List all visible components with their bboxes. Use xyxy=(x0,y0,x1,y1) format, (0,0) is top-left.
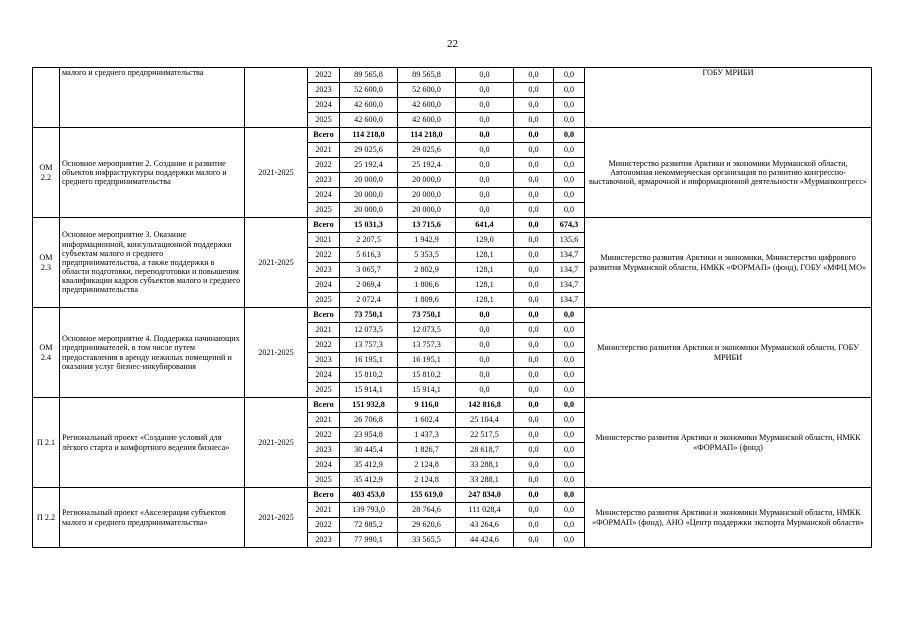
amount-federal-cell: 0,0 xyxy=(456,113,514,128)
amount-federal-cell: 0,0 xyxy=(456,128,514,143)
amount-local-cell: 0,0 xyxy=(514,368,554,383)
year-cell: Всего xyxy=(308,218,340,233)
page-number: 22 xyxy=(447,38,458,50)
activity-code xyxy=(33,68,60,128)
amount-regional-cell: 12 073,5 xyxy=(398,323,456,338)
amount-total-cell: 35 412,9 xyxy=(340,473,398,488)
amount-federal-cell: 33 288,1 xyxy=(456,458,514,473)
amount-regional-cell: 28 764,6 xyxy=(398,503,456,518)
year-cell: 2021 xyxy=(308,233,340,248)
year-cell: 2021 xyxy=(308,413,340,428)
amount-local-cell: 0,0 xyxy=(514,293,554,308)
amount-federal-cell: 0,0 xyxy=(456,353,514,368)
amount-federal-cell: 0,0 xyxy=(456,173,514,188)
amount-regional-cell: 73 750,1 xyxy=(398,308,456,323)
table-row xyxy=(33,68,872,83)
activity-name: Основное мероприятие 2. Создание и развитие объектов инфраструктуры поддержки малого и среднего предпринимательства xyxy=(60,128,245,218)
amount-regional-cell: 5 353,5 xyxy=(398,248,456,263)
activity-name: Основное мероприятие 4. Поддержка начинающих предпринимателей, в том числе путем предоставления в аренду нежилых помещений и оказания услуг бизнес-инкубирования xyxy=(60,308,245,398)
amount-federal-cell: 0,0 xyxy=(456,143,514,158)
amount-total-cell: 89 565,8 xyxy=(340,68,398,83)
amount-federal-cell: 44 424,6 xyxy=(456,533,514,548)
amount-total-cell: 20 000,0 xyxy=(340,188,398,203)
amount-other-cell: 0,0 xyxy=(554,68,585,83)
year-cell: 2025 xyxy=(308,203,340,218)
year-cell: 2025 xyxy=(308,383,340,398)
year-cell: 2023 xyxy=(308,353,340,368)
amount-local-cell: 0,0 xyxy=(514,203,554,218)
amount-federal-cell: 0,0 xyxy=(456,323,514,338)
amount-regional-cell: 1 809,6 xyxy=(398,293,456,308)
amount-other-cell: 135,6 xyxy=(554,233,585,248)
amount-total-cell: 2 069,4 xyxy=(340,278,398,293)
amount-local-cell: 0,0 xyxy=(514,68,554,83)
amount-other-cell: 0,0 xyxy=(554,533,585,548)
amount-other-cell: 134,7 xyxy=(554,248,585,263)
year-cell: Всего xyxy=(308,308,340,323)
amount-local-cell: 0,0 xyxy=(514,113,554,128)
amount-federal-cell: 33 288,1 xyxy=(456,473,514,488)
table-row xyxy=(33,488,872,503)
amount-other-cell: 134,7 xyxy=(554,278,585,293)
amount-regional-cell: 52 600,0 xyxy=(398,83,456,98)
amount-total-cell: 114 218,0 xyxy=(340,128,398,143)
amount-federal-cell: 0,0 xyxy=(456,83,514,98)
activity-code: ОМ 2.4 xyxy=(33,308,60,398)
year-cell: 2021 xyxy=(308,143,340,158)
activity-name: малого и среднего предпринимательства xyxy=(60,68,245,128)
amount-local-cell: 0,0 xyxy=(514,188,554,203)
amount-local-cell: 0,0 xyxy=(514,248,554,263)
amount-federal-cell: 0,0 xyxy=(456,338,514,353)
amount-other-cell: 0,0 xyxy=(554,113,585,128)
amount-local-cell: 0,0 xyxy=(514,218,554,233)
amount-total-cell: 16 195,1 xyxy=(340,353,398,368)
amount-federal-cell: 0,0 xyxy=(456,188,514,203)
amount-local-cell: 0,0 xyxy=(514,323,554,338)
amount-regional-cell: 29 620,6 xyxy=(398,518,456,533)
amount-total-cell: 5 616,3 xyxy=(340,248,398,263)
year-cell: 2025 xyxy=(308,113,340,128)
amount-other-cell: 0,0 xyxy=(554,503,585,518)
amount-regional-cell: 1 602,4 xyxy=(398,413,456,428)
amount-total-cell: 139 793,0 xyxy=(340,503,398,518)
amount-local-cell: 0,0 xyxy=(514,383,554,398)
year-cell: 2023 xyxy=(308,263,340,278)
activity-code: П 2.2 xyxy=(33,488,60,548)
amount-federal-cell: 641,4 xyxy=(456,218,514,233)
year-cell: 2025 xyxy=(308,293,340,308)
amount-total-cell: 3 065,7 xyxy=(340,263,398,278)
amount-federal-cell: 0,0 xyxy=(456,203,514,218)
table-row xyxy=(33,308,872,323)
year-cell: 2024 xyxy=(308,278,340,293)
activity-period: 2021-2025 xyxy=(245,218,308,308)
activity-period: 2021-2025 xyxy=(245,398,308,488)
amount-other-cell: 0,0 xyxy=(554,368,585,383)
amount-total-cell: 20 000,0 xyxy=(340,173,398,188)
amount-total-cell: 30 445,4 xyxy=(340,443,398,458)
amount-total-cell: 20 000,0 xyxy=(340,203,398,218)
year-cell: 2024 xyxy=(308,188,340,203)
amount-total-cell: 26 706,8 xyxy=(340,413,398,428)
amount-total-cell: 72 885,2 xyxy=(340,518,398,533)
amount-other-cell: 0,0 xyxy=(554,473,585,488)
amount-local-cell: 0,0 xyxy=(514,353,554,368)
amount-local-cell: 0,0 xyxy=(514,173,554,188)
amount-total-cell: 23 954,8 xyxy=(340,428,398,443)
amount-other-cell: 134,7 xyxy=(554,263,585,278)
amount-local-cell: 0,0 xyxy=(514,473,554,488)
amount-federal-cell: 0,0 xyxy=(456,368,514,383)
amount-regional-cell: 2 802,9 xyxy=(398,263,456,278)
year-cell: Всего xyxy=(308,398,340,413)
amount-other-cell: 0,0 xyxy=(554,143,585,158)
amount-total-cell: 73 750,1 xyxy=(340,308,398,323)
amount-local-cell: 0,0 xyxy=(514,443,554,458)
amount-total-cell: 403 453,0 xyxy=(340,488,398,503)
amount-regional-cell: 1 942,9 xyxy=(398,233,456,248)
amount-federal-cell: 142 816,8 xyxy=(456,398,514,413)
amount-other-cell: 0,0 xyxy=(554,398,585,413)
amount-regional-cell: 1 437,3 xyxy=(398,428,456,443)
amount-other-cell: 0,0 xyxy=(554,383,585,398)
amount-regional-cell: 2 124,8 xyxy=(398,458,456,473)
year-cell: 2022 xyxy=(308,68,340,83)
budget-table xyxy=(32,67,872,548)
amount-regional-cell: 1 806,6 xyxy=(398,278,456,293)
amount-regional-cell: 15 810,2 xyxy=(398,368,456,383)
table-row xyxy=(33,218,872,233)
amount-other-cell: 0,0 xyxy=(554,518,585,533)
amount-local-cell: 0,0 xyxy=(514,233,554,248)
amount-local-cell: 0,0 xyxy=(514,98,554,113)
amount-local-cell: 0,0 xyxy=(514,398,554,413)
amount-local-cell: 0,0 xyxy=(514,338,554,353)
amount-local-cell: 0,0 xyxy=(514,278,554,293)
year-cell: Всего xyxy=(308,488,340,503)
activity-name: Региональный проект «Акселерация субъектов малого и среднего предпринимательства» xyxy=(60,488,245,548)
year-cell: 2023 xyxy=(308,83,340,98)
amount-total-cell: 15 810,2 xyxy=(340,368,398,383)
amount-local-cell: 0,0 xyxy=(514,143,554,158)
amount-total-cell: 2 207,5 xyxy=(340,233,398,248)
amount-regional-cell: 42 600,0 xyxy=(398,98,456,113)
amount-local-cell: 0,0 xyxy=(514,128,554,143)
amount-other-cell: 0,0 xyxy=(554,428,585,443)
amount-total-cell: 52 600,0 xyxy=(340,83,398,98)
activity-period: 2021-2025 xyxy=(245,128,308,218)
activity-code: ОМ 2.2 xyxy=(33,128,60,218)
amount-local-cell: 0,0 xyxy=(514,308,554,323)
activity-period: 2021-2025 xyxy=(245,488,308,548)
year-cell: 2022 xyxy=(308,158,340,173)
amount-regional-cell: 20 000,0 xyxy=(398,203,456,218)
amount-total-cell: 35 412,9 xyxy=(340,458,398,473)
amount-federal-cell: 25 104,4 xyxy=(456,413,514,428)
amount-local-cell: 0,0 xyxy=(514,263,554,278)
amount-other-cell: 0,0 xyxy=(554,323,585,338)
budget-table-body xyxy=(33,68,872,548)
amount-regional-cell: 13 757,3 xyxy=(398,338,456,353)
amount-federal-cell: 0,0 xyxy=(456,383,514,398)
executor-cell: Министерство развития Арктики и экономики Мурманской области, НМКК «ФОРМАП» (фонд) xyxy=(585,398,872,488)
amount-other-cell: 0,0 xyxy=(554,98,585,113)
year-cell: 2023 xyxy=(308,173,340,188)
activity-code: ОМ 2.3 xyxy=(33,218,60,308)
activity-name: Региональный проект «Создание условий для лёгкого старта и комфортного ведения бизнеса» xyxy=(60,398,245,488)
amount-regional-cell: 33 565,5 xyxy=(398,533,456,548)
amount-other-cell: 0,0 xyxy=(554,308,585,323)
executor-cell: ГОБУ МРИБИ xyxy=(585,68,872,128)
amount-regional-cell: 2 124,8 xyxy=(398,473,456,488)
year-cell: 2022 xyxy=(308,338,340,353)
amount-other-cell: 0,0 xyxy=(554,158,585,173)
amount-other-cell: 134,7 xyxy=(554,293,585,308)
amount-other-cell: 0,0 xyxy=(554,128,585,143)
amount-local-cell: 0,0 xyxy=(514,518,554,533)
amount-federal-cell: 0,0 xyxy=(456,158,514,173)
amount-total-cell: 15 031,3 xyxy=(340,218,398,233)
amount-total-cell: 151 932,8 xyxy=(340,398,398,413)
amount-federal-cell: 43 264,6 xyxy=(456,518,514,533)
executor-cell: Министерство развития Арктики и экономики Мурманской области, НМКК «ФОРМАП» (фонд), АНО «Центр поддержки экспорта Мурманской области» xyxy=(585,488,872,548)
amount-federal-cell: 0,0 xyxy=(456,68,514,83)
amount-total-cell: 42 600,0 xyxy=(340,113,398,128)
year-cell: 2025 xyxy=(308,473,340,488)
amount-total-cell: 2 072,4 xyxy=(340,293,398,308)
amount-total-cell: 13 757,3 xyxy=(340,338,398,353)
amount-other-cell: 674,3 xyxy=(554,218,585,233)
amount-other-cell: 0,0 xyxy=(554,488,585,503)
amount-federal-cell: 22 517,5 xyxy=(456,428,514,443)
table-row xyxy=(33,128,872,143)
amount-federal-cell: 247 834,0 xyxy=(456,488,514,503)
year-cell: 2024 xyxy=(308,98,340,113)
year-cell: 2024 xyxy=(308,368,340,383)
year-cell: 2023 xyxy=(308,443,340,458)
amount-regional-cell: 9 116,0 xyxy=(398,398,456,413)
amount-other-cell: 0,0 xyxy=(554,338,585,353)
amount-regional-cell: 13 715,6 xyxy=(398,218,456,233)
activity-period xyxy=(245,68,308,128)
amount-local-cell: 0,0 xyxy=(514,503,554,518)
year-cell: 2023 xyxy=(308,533,340,548)
year-cell: 2022 xyxy=(308,248,340,263)
activity-code: П 2.1 xyxy=(33,398,60,488)
amount-regional-cell: 15 914,1 xyxy=(398,383,456,398)
amount-federal-cell: 0,0 xyxy=(456,308,514,323)
amount-federal-cell: 128,1 xyxy=(456,263,514,278)
amount-total-cell: 12 073,5 xyxy=(340,323,398,338)
year-cell: 2022 xyxy=(308,518,340,533)
amount-other-cell: 0,0 xyxy=(554,173,585,188)
amount-other-cell: 0,0 xyxy=(554,188,585,203)
year-cell: 2024 xyxy=(308,458,340,473)
amount-other-cell: 0,0 xyxy=(554,443,585,458)
amount-total-cell: 29 025,6 xyxy=(340,143,398,158)
amount-other-cell: 0,0 xyxy=(554,203,585,218)
amount-other-cell: 0,0 xyxy=(554,353,585,368)
amount-regional-cell: 25 192,4 xyxy=(398,158,456,173)
amount-federal-cell: 128,1 xyxy=(456,293,514,308)
amount-other-cell: 0,0 xyxy=(554,83,585,98)
amount-local-cell: 0,0 xyxy=(514,488,554,503)
amount-regional-cell: 155 619,0 xyxy=(398,488,456,503)
amount-federal-cell: 128,1 xyxy=(456,278,514,293)
year-cell: 2021 xyxy=(308,503,340,518)
amount-regional-cell: 20 000,0 xyxy=(398,173,456,188)
year-cell: 2021 xyxy=(308,323,340,338)
amount-total-cell: 77 990,1 xyxy=(340,533,398,548)
amount-local-cell: 0,0 xyxy=(514,158,554,173)
amount-local-cell: 0,0 xyxy=(514,83,554,98)
executor-cell: Министерство развития Арктики и экономики, Министерство цифрового развития Мурманской области, НМКК «ФОРМАП» (фонд), ГОБУ «МФЦ МО» xyxy=(585,218,872,308)
amount-regional-cell: 42 600,0 xyxy=(398,113,456,128)
amount-local-cell: 0,0 xyxy=(514,413,554,428)
activity-period: 2021-2025 xyxy=(245,308,308,398)
executor-cell: Министерство развития Арктики и экономики Мурманской области, Автономная некоммерческая организация по развитию конгрессно-выставочной, ярмарочной и информационной деятельности «Мурманконгресс» xyxy=(585,128,872,218)
amount-regional-cell: 114 218,0 xyxy=(398,128,456,143)
amount-total-cell: 15 914,1 xyxy=(340,383,398,398)
amount-local-cell: 0,0 xyxy=(514,458,554,473)
amount-total-cell: 25 192,4 xyxy=(340,158,398,173)
amount-total-cell: 42 600,0 xyxy=(340,98,398,113)
amount-other-cell: 0,0 xyxy=(554,413,585,428)
amount-regional-cell: 20 000,0 xyxy=(398,188,456,203)
amount-regional-cell: 16 195,1 xyxy=(398,353,456,368)
amount-federal-cell: 111 028,4 xyxy=(456,503,514,518)
amount-federal-cell: 0,0 xyxy=(456,98,514,113)
executor-cell: Министерство развития Арктики и экономики Мурманской области, ГОБУ МРИБИ xyxy=(585,308,872,398)
table-row xyxy=(33,398,872,413)
activity-name: Основное мероприятие 3. Оказание информационной, консультационной поддержки субъектам малого и среднего предпринимательства, а также поддержки в области подготовки, переподготовки и повышения квалификации кадров субъектов малого и среднего предпринимательства xyxy=(60,218,245,308)
amount-regional-cell: 1 826,7 xyxy=(398,443,456,458)
amount-federal-cell: 129,0 xyxy=(456,233,514,248)
year-cell: 2022 xyxy=(308,428,340,443)
year-cell: Всего xyxy=(308,128,340,143)
amount-federal-cell: 28 618,7 xyxy=(456,443,514,458)
amount-regional-cell: 89 565,8 xyxy=(398,68,456,83)
amount-local-cell: 0,0 xyxy=(514,428,554,443)
amount-other-cell: 0,0 xyxy=(554,458,585,473)
amount-regional-cell: 29 025,6 xyxy=(398,143,456,158)
amount-local-cell: 0,0 xyxy=(514,533,554,548)
amount-federal-cell: 128,1 xyxy=(456,248,514,263)
